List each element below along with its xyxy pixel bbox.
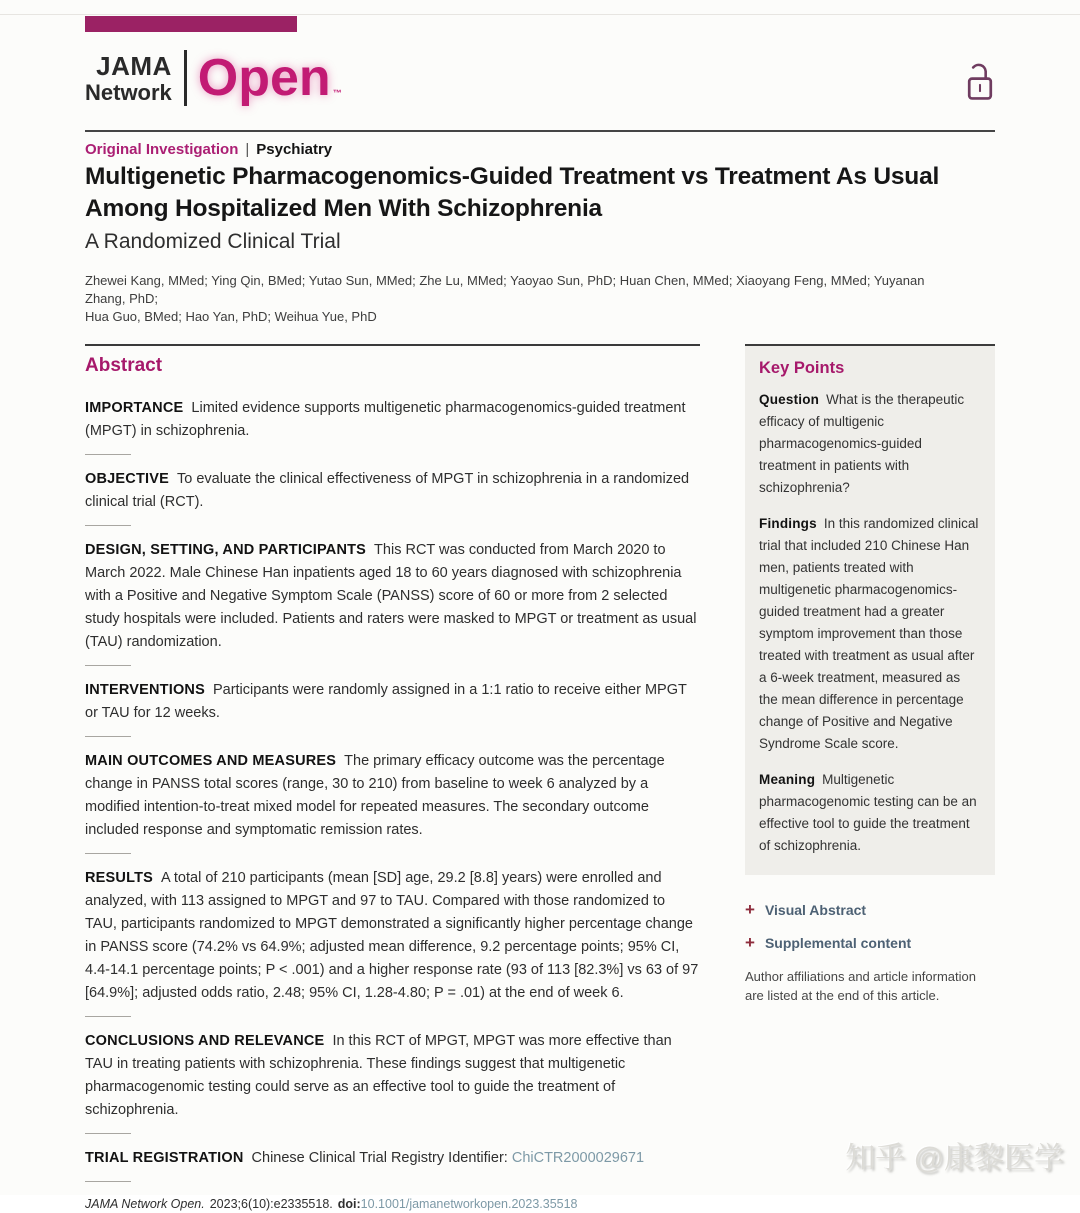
citation-reference: 2023;6(10):e2335518. <box>209 1197 333 1211</box>
sidebar-links <box>745 901 995 952</box>
section-text: In this RCT of MPGT, MPGT was more effective than TAU in treating patients with schizophrenia. These findings suggest that multigenetic pharmacogenomic testing could serve as an effective tool to guide the treatment of schizophrenia. <box>85 1033 672 1118</box>
abstract-section-importance <box>85 397 700 443</box>
brand-line2: Network <box>85 79 172 105</box>
sidebar-link-label: Visual Abstract <box>764 902 867 918</box>
authors-line-2: Hua Guo, BMed; Hao Yan, PhD; Weihua Yue, PhD <box>85 309 377 324</box>
abstract-section-design <box>85 539 700 654</box>
abstract-section-objective <box>85 468 700 514</box>
abstract-section-outcomes <box>85 750 700 842</box>
jama-network-wordmark <box>85 50 172 105</box>
section-divider <box>85 1133 131 1134</box>
key-point-label: Findings <box>759 516 817 531</box>
subject-label: Psychiatry <box>256 141 333 158</box>
section-divider <box>85 853 131 854</box>
section-text: The primary efficacy outcome was the percentage change in PANSS total scores (range, 30 to 210) from baseline to week 6 analyzed by a modified intention-to-treat mixed model for repeated measures. The secondary outcome included response and symptomatic remission rates. <box>85 753 665 838</box>
jama-network-open-logo <box>85 50 342 106</box>
open-wordmark <box>197 49 342 107</box>
page-title: Multigenetic Pharmacogenomics-Guided Treatment vs Treatment As Usual Among Hospitalized Men With Schizophrenia <box>85 163 940 222</box>
doi-link[interactable]: 10.1001/jamanetworkopen.2023.35518 <box>360 1197 578 1211</box>
section-divider <box>85 736 131 737</box>
authors-byline <box>85 272 965 326</box>
visual-abstract-link[interactable] <box>745 901 995 919</box>
header-rule <box>85 130 995 132</box>
supplemental-content-link[interactable] <box>745 934 995 952</box>
abstract-section-interventions <box>85 679 700 725</box>
journal-citation <box>85 1195 700 1213</box>
abstract-heading: Abstract <box>85 355 163 376</box>
trial-registry-link[interactable]: ChiCTR2000029671 <box>511 1150 645 1166</box>
key-points-box <box>745 344 995 875</box>
plus-icon: + <box>745 900 755 919</box>
section-text: Participants were randomly assigned in a 1:1 ratio to receive either MPGT or TAU for 12 weeks. <box>85 682 687 721</box>
key-point-text: In this randomized clinical trial that included 210 Chinese Han men, patients treated with multigenetic pharmacogenomics-guided treatment had a greater symptom improvement than those treated with treatment as usual after a 6-week treatment, measured as the mean difference in percentage change of Positive and Negative Syndrome Scale score. <box>759 516 979 751</box>
section-label: INTERVENTIONS <box>85 682 205 698</box>
key-point-text: Multigenetic pharmacogenomic testing can be an effective tool to guide the treatment of schizophrenia. <box>759 772 977 853</box>
brand-line1: JAMA <box>96 50 172 81</box>
section-label: CONCLUSIONS AND RELEVANCE <box>85 1033 325 1049</box>
category-label[interactable]: Original Investigation <box>85 141 239 158</box>
key-point-label: Meaning <box>759 772 816 787</box>
key-point-meaning <box>759 769 981 857</box>
section-label: DESIGN, SETTING, AND PARTICIPANTS <box>85 542 367 558</box>
section-divider <box>85 1016 131 1017</box>
section-label: RESULTS <box>85 870 153 886</box>
section-divider <box>85 665 131 666</box>
logo-divider <box>184 50 187 106</box>
open-access-lock-icon <box>963 58 997 106</box>
journal-name: JAMA Network Open. <box>85 1197 205 1211</box>
section-divider <box>85 525 131 526</box>
affiliations-note: Author affiliations and article information are listed at the end of this article. <box>745 969 976 1003</box>
category-separator: | <box>245 141 250 158</box>
brand-accent-bar <box>85 16 297 32</box>
article-subtitle: A Randomized Clinical Trial <box>85 230 341 253</box>
section-text: A total of 210 participants (mean [SD] age, 29.2 [8.8] years) were enrolled and analyzed, with 113 assigned to MPGT and 97 to TAU. Compared with those randomized to TAU, participants randomized to MPGT demonstrated a significantly higher percentage change in PANSS score (74.2% vs 64.9%; adjusted mean difference, 9.2 percentage points; 95% CI, 4.4-14.1 percentage points; P < .001) and a higher response rate (93 of 113 [82.3%] vs 63 of 97 [64.9%]; adjusted odds ratio, 2.48; 95% CI, 1.28-4.80; P = .01) at the end of week 6. <box>85 870 699 1001</box>
abstract-section-results <box>85 867 700 1005</box>
section-text: To evaluate the clinical effectiveness of MPGT in schizophrenia in a randomized clinical trial (RCT). <box>85 471 690 510</box>
section-label: TRIAL REGISTRATION <box>85 1150 244 1166</box>
trademark-symbol: ™ <box>332 88 342 98</box>
open-text: Open <box>197 49 331 107</box>
section-text: This RCT was conducted from March 2020 to March 2022. Male Chinese Han inpatients aged 18 to 60 years diagnosed with schizophrenia with a Positive and Negative Symptom Scale (PANSS) score of 60 or more from 2 selected study hospitals were included. Patients and raters were masked to MPGT or treatment as usual (TAU) randomization. <box>85 542 697 650</box>
section-text: Limited evidence supports multigenetic pharmacogenomics-guided treatment (MPGT) in schizophrenia. <box>85 400 686 439</box>
trial-registration <box>85 1147 700 1170</box>
section-label: OBJECTIVE <box>85 471 169 487</box>
sidebar-link-label: Supplemental content <box>764 935 912 951</box>
section-divider <box>85 454 131 455</box>
authors-line-1: Zhewei Kang, MMed; Ying Qin, BMed; Yutao Sun, MMed; Zhe Lu, MMed; Yaoyao Sun, PhD; Huan Chen, MMed; Xiaoyang Feng, MMed; Yuyanan Zhang, PhD; <box>85 273 925 306</box>
section-label: MAIN OUTCOMES AND MEASURES <box>85 753 337 769</box>
abstract-column <box>85 344 700 1213</box>
abstract-section-conclusions <box>85 1030 700 1122</box>
sidebar-column <box>745 344 995 1213</box>
doi-label: doi: <box>337 1197 361 1211</box>
section-label: IMPORTANCE <box>85 400 184 416</box>
title-block <box>85 161 965 257</box>
plus-icon: + <box>745 933 755 952</box>
top-hairline <box>0 14 1080 15</box>
content-columns <box>85 344 995 1213</box>
section-divider <box>85 1181 131 1182</box>
watermark: 知乎 @康黎医学 <box>845 1142 1064 1175</box>
key-point-findings <box>759 513 981 755</box>
key-points-heading: Key Points <box>759 359 845 377</box>
article-category-line <box>85 141 332 158</box>
key-point-text: What is the therapeutic efficacy of multigenic pharmacogenomics-guided treatment in patients with schizophrenia? <box>759 392 965 495</box>
key-point-question <box>759 389 981 499</box>
key-point-label: Question <box>759 392 820 407</box>
trial-registration-text: Chinese Clinical Trial Registry Identifier: <box>251 1150 508 1166</box>
